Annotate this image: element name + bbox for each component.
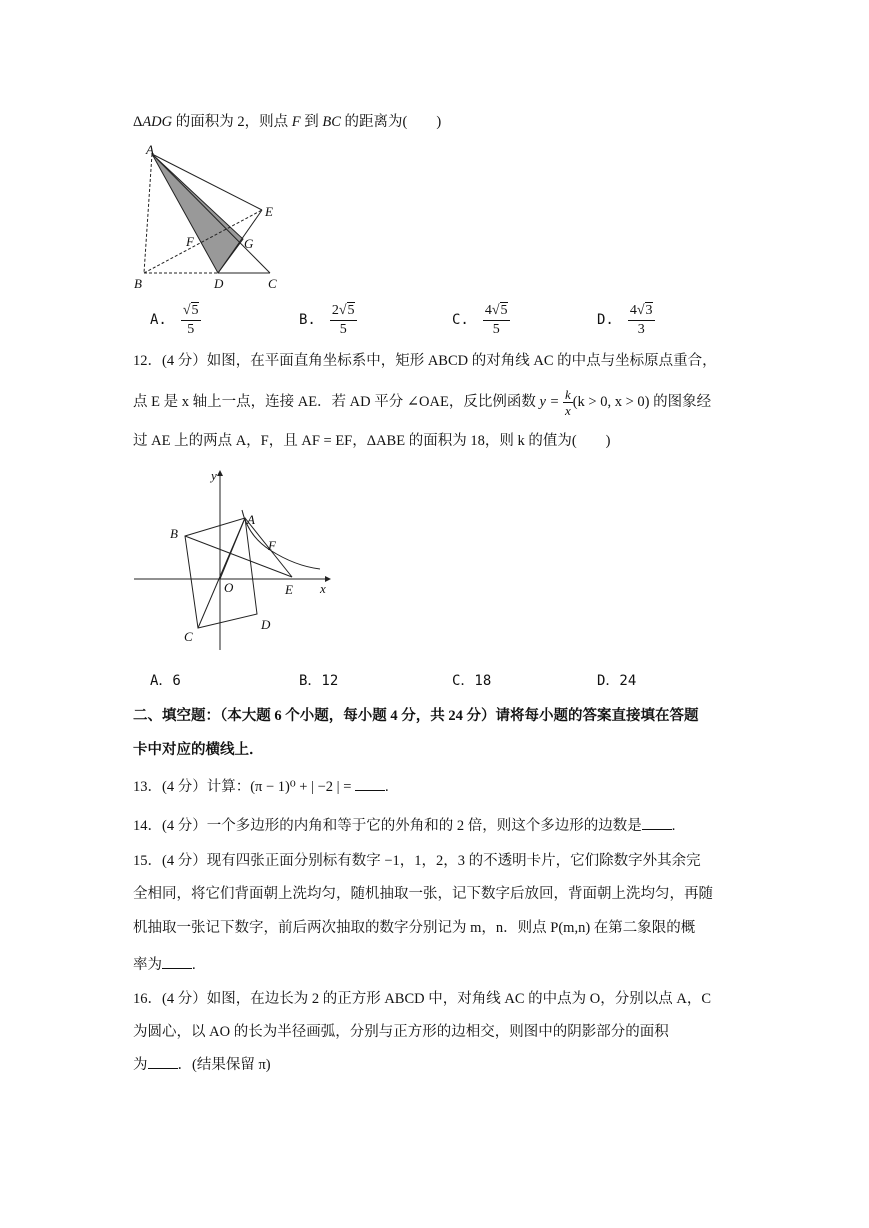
q15-answer-blank[interactable] [162, 956, 192, 969]
q16-answer-blank[interactable] [148, 1056, 178, 1069]
fig2-label-d: D [261, 617, 271, 632]
q11-segment-bc: BC [322, 114, 341, 130]
q11-text-2: 到 [300, 114, 323, 130]
q12-figure [130, 466, 340, 656]
q16-line-3: 为 ．(结果保留 π) [133, 1057, 271, 1073]
fig2-label-x: x [320, 581, 326, 596]
fig1-label-e: E [265, 204, 273, 219]
q11-option-c-value: $\frac{4√5}{5}$ [484, 303, 508, 337]
q15-line-1: 15．(4 分）现有四张正面分别标有数字 −1，1，2，3 的不透明卡片，它们除数字外其余完 [133, 853, 701, 869]
q12-line-2: 点 E 是 x 轴上一点，连接 AE．若 AD 平分 ∠OAE，反比例函数 y = $\frac{k}{x}$ (k > 0, x > 0) 的图象经 [133, 387, 712, 418]
q12-option-c[interactable]: C．18 [452, 673, 492, 689]
fig1-label-c: C [268, 276, 277, 291]
q11-option-a-value: $\frac{√5}{5}$ [182, 303, 199, 337]
fig1-label-f: F [186, 234, 194, 249]
q11-option-d[interactable]: D. $\frac{4√3}{3}$ [597, 303, 653, 337]
q14-line: 14．(4 分）一个多边形的内角和等于它的外角和的 2 倍，则这个多边形的边数是 . [133, 818, 676, 834]
fig2-label-f: F [268, 538, 276, 553]
q11-option-a[interactable]: A. $\frac{√5}{5}$ [150, 303, 199, 337]
q12-option-b[interactable]: B．12 [299, 673, 339, 689]
q11-figure [130, 142, 290, 292]
q11-text-3: 的距离为( ) [340, 114, 442, 130]
q12-line-1: 12．(4 分）如图，在平面直角坐标系中，矩形 ABCD 的对角线 AC 的中点与坐标原点重合， [133, 353, 717, 369]
fig2-label-b: B [170, 526, 178, 541]
q12-option-d[interactable]: D．24 [597, 673, 637, 689]
fig2-label-e: E [285, 582, 293, 597]
q11-delta: Δ [133, 114, 143, 130]
fig1-label-g: G [244, 236, 254, 251]
q11-option-b-value: $\frac{2√5}{5}$ [331, 303, 355, 337]
q11-triangle-name: ADG [142, 114, 173, 130]
q14-answer-blank[interactable] [642, 817, 672, 830]
q12-option-a[interactable]: A．6 [150, 673, 181, 689]
fig2-label-y: y [211, 468, 217, 483]
q12-line-3: 过 AE 上的两点 A，F，且 AF = EF，ΔABE 的面积为 18，则 k 的值为( ) [133, 433, 611, 449]
q11-option-b[interactable]: B. $\frac{2√5}{5}$ [299, 303, 355, 337]
q13-line: 13．(4 分）计算：(π − 1)⁰ + | −2 | = . [133, 779, 389, 795]
fig2-label-c: C [184, 629, 193, 644]
q11-point-f: F [291, 114, 301, 130]
q11-option-d-value: $\frac{4√3}{3}$ [629, 303, 653, 337]
fig1-label-b: B [134, 276, 142, 291]
fig2-label-a: A [247, 512, 255, 527]
q15-line-4: 率为 . [133, 957, 196, 973]
q16-line-2: 为圆心，以 AO 的长为半径画弧，分别与正方形的边相交，则图中的阴影部分的面积 [133, 1024, 669, 1040]
q11-text-1: 的面积为 2，则点 [172, 114, 292, 130]
q13-answer-blank[interactable] [355, 778, 385, 791]
q11-option-c[interactable]: C. $\frac{4√5}{5}$ [452, 303, 508, 337]
section-2-heading-line-2: 卡中对应的横线上． [133, 742, 264, 758]
q16-line-1: 16．(4 分）如图，在边长为 2 的正方形 ABCD 中，对角线 AC 的中点为 O，分别以点 A，C [133, 991, 711, 1007]
q11-tail-line [133, 112, 441, 132]
q15-line-3: 机抽取一张记下数字，前后两次抽取的数字分别记为 m，n．则点 P(m,n) 在第二象限的概 [133, 920, 696, 936]
shaded-triangle-adg [152, 154, 243, 273]
section-2-heading-line-1: 二、填空题：（本大题 6 个小题，每小题 4 分，共 24 分）请将每小题的答案直接填在答题 [133, 708, 699, 724]
q15-line-2: 全相同，将它们背面朝上洗均匀，随机抽取一张，记下数字后放回，背面朝上洗均匀，再随 [133, 886, 713, 902]
fig1-label-d: D [214, 276, 224, 291]
fig2-label-o: O [224, 580, 234, 595]
fig1-label-a: A [146, 142, 154, 157]
